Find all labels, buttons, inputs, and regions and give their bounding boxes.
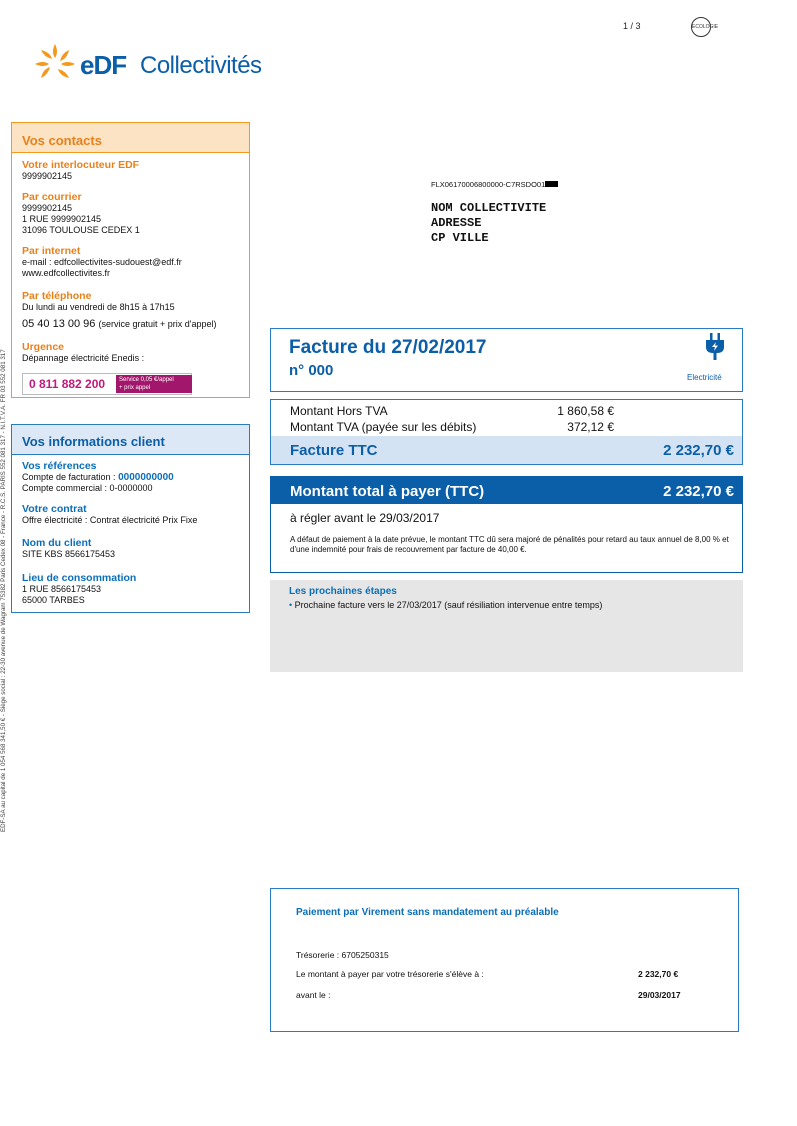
- ht-label: Montant Hors TVA: [290, 404, 388, 418]
- urgence-number-box: [22, 373, 192, 395]
- courrier-line: 9999902145: [22, 203, 73, 213]
- total-label: Montant total à payer (TTC): [290, 483, 485, 500]
- total-box: [270, 476, 743, 573]
- nom-client-value: SITE KBS 8566175453: [22, 549, 116, 559]
- refs-title: Vos références: [22, 460, 97, 472]
- ttc-value: 2 232,70 €: [663, 442, 734, 459]
- courrier-line: 1 RUE 9999902145: [22, 214, 102, 224]
- edf-sun-icon: [33, 42, 77, 86]
- due-date-text: à régler avant le 29/03/2017: [290, 511, 440, 525]
- amount-value: 2 232,70 €: [638, 969, 679, 979]
- payment-box: [270, 888, 739, 1032]
- penalty-text: A défaut de paiement à la date prévue, le montant TTC dû sera majoré de pénalités pour retard au taux annuel de 8,00 % et d'une indemnité pour frais de recouvrement par facture de 40,00 €.: [290, 535, 729, 554]
- address-line: NOM COLLECTIVITE: [431, 201, 547, 215]
- before-value: 29/03/2017: [638, 990, 681, 1000]
- plug-icon: [704, 333, 726, 361]
- urgence-text: Dépannage électricité Enedis :: [22, 353, 145, 363]
- invoice-title: Facture du 27/02/2017: [289, 337, 487, 358]
- urgence-number[interactable]: 0 811 882 200: [29, 377, 106, 391]
- next-steps-item: • Prochaine facture vers le 27/03/2017 (sauf résiliation intervenue entre temps): [289, 600, 603, 610]
- urgence-tariff-badge: Service 0,05 €/appel + prix appel: [116, 375, 192, 393]
- email-link[interactable]: e-mail : edfcollectivites-sudouest@edf.fr: [22, 257, 182, 267]
- amounts-box: [270, 399, 743, 465]
- tva-value: 372,12 €: [567, 420, 614, 434]
- payment-title: Paiement par Virement sans mandatement au préalable: [296, 907, 559, 918]
- contacts-title: Vos contacts: [12, 123, 249, 153]
- ht-value: 1 860,58 €: [557, 404, 614, 418]
- tresorerie-line: Trésorerie : 6705250315: [296, 950, 389, 960]
- edf-logo: [33, 40, 273, 90]
- internet-title: Par internet: [22, 245, 81, 257]
- lieu-title: Lieu de consommation: [22, 572, 137, 584]
- contacts-box: [11, 122, 250, 398]
- client-info-box: [11, 424, 250, 613]
- before-label: avant le :: [296, 990, 331, 1000]
- redaction-block: [545, 181, 558, 187]
- telephone-note: (service gratuit + prix d'appel): [98, 319, 217, 329]
- tva-label: Montant TVA (payée sur les débits): [290, 420, 477, 434]
- website-link[interactable]: www.edfcollectivites.fr: [22, 268, 111, 278]
- urgence-title: Urgence: [22, 341, 65, 353]
- contrat-title: Votre contrat: [22, 503, 87, 515]
- ttc-label: Facture TTC: [290, 442, 378, 459]
- legal-mention: EDF-SA au capital de 1 054 568 341,50 € - Siège social : 22-30 avenue de Wagram 75382 Paris Cedex 08 - France - R.C.S. PARIS 552 081 317 - N.I.T.V.A. FR 03 552 081 317: [0, 349, 7, 832]
- lieu-line: 1 RUE 8566175453: [22, 584, 102, 594]
- facturation-label: Compte de facturation :: [22, 472, 116, 482]
- lieu-line: 65000 TARBES: [22, 595, 85, 605]
- telephone-hours: Du lundi au vendredi de 8h15 à 17h15: [22, 302, 175, 312]
- bullet-icon: •: [289, 600, 293, 610]
- commercial-line: Compte commercial : 0-0000000: [22, 483, 153, 493]
- next-steps-title: Les prochaines étapes: [289, 586, 397, 597]
- edf-brand-sub: Collectivités: [140, 52, 262, 79]
- invoice-number: n° 000: [289, 362, 334, 379]
- flx-reference: FLX06170006800000-C7RSDO01: [431, 180, 558, 189]
- address-line: ADRESSE: [431, 216, 482, 230]
- nom-client-title: Nom du client: [22, 537, 92, 549]
- total-value: 2 232,70 €: [663, 483, 734, 500]
- edf-brand: eDF: [80, 50, 127, 80]
- recycle-icon: ECOLOGIE: [691, 17, 711, 37]
- interlocuteur-value: 9999902145: [22, 171, 73, 181]
- courrier-line: 31096 TOULOUSE CEDEX 1: [22, 225, 140, 235]
- energy-label: Electricité: [687, 373, 722, 382]
- telephone-number[interactable]: 05 40 13 00 96: [22, 318, 96, 330]
- address-line: CP VILLE: [431, 231, 489, 245]
- invoice-header-box: [270, 328, 743, 392]
- page-indicator: 1 / 3: [623, 21, 641, 31]
- courrier-title: Par courrier: [22, 191, 82, 203]
- interlocuteur-title: Votre interlocuteur EDF: [22, 159, 140, 171]
- contrat-line: Offre électricité : Contrat électricité Prix Fixe: [22, 515, 198, 525]
- client-info-title: Vos informations client: [12, 425, 249, 455]
- telephone-title: Par téléphone: [22, 290, 92, 302]
- facturation-value: 0000000000: [118, 472, 174, 483]
- next-steps-box: [270, 580, 743, 672]
- amount-label: Le montant à payer par votre trésorerie s'élève à :: [296, 969, 484, 979]
